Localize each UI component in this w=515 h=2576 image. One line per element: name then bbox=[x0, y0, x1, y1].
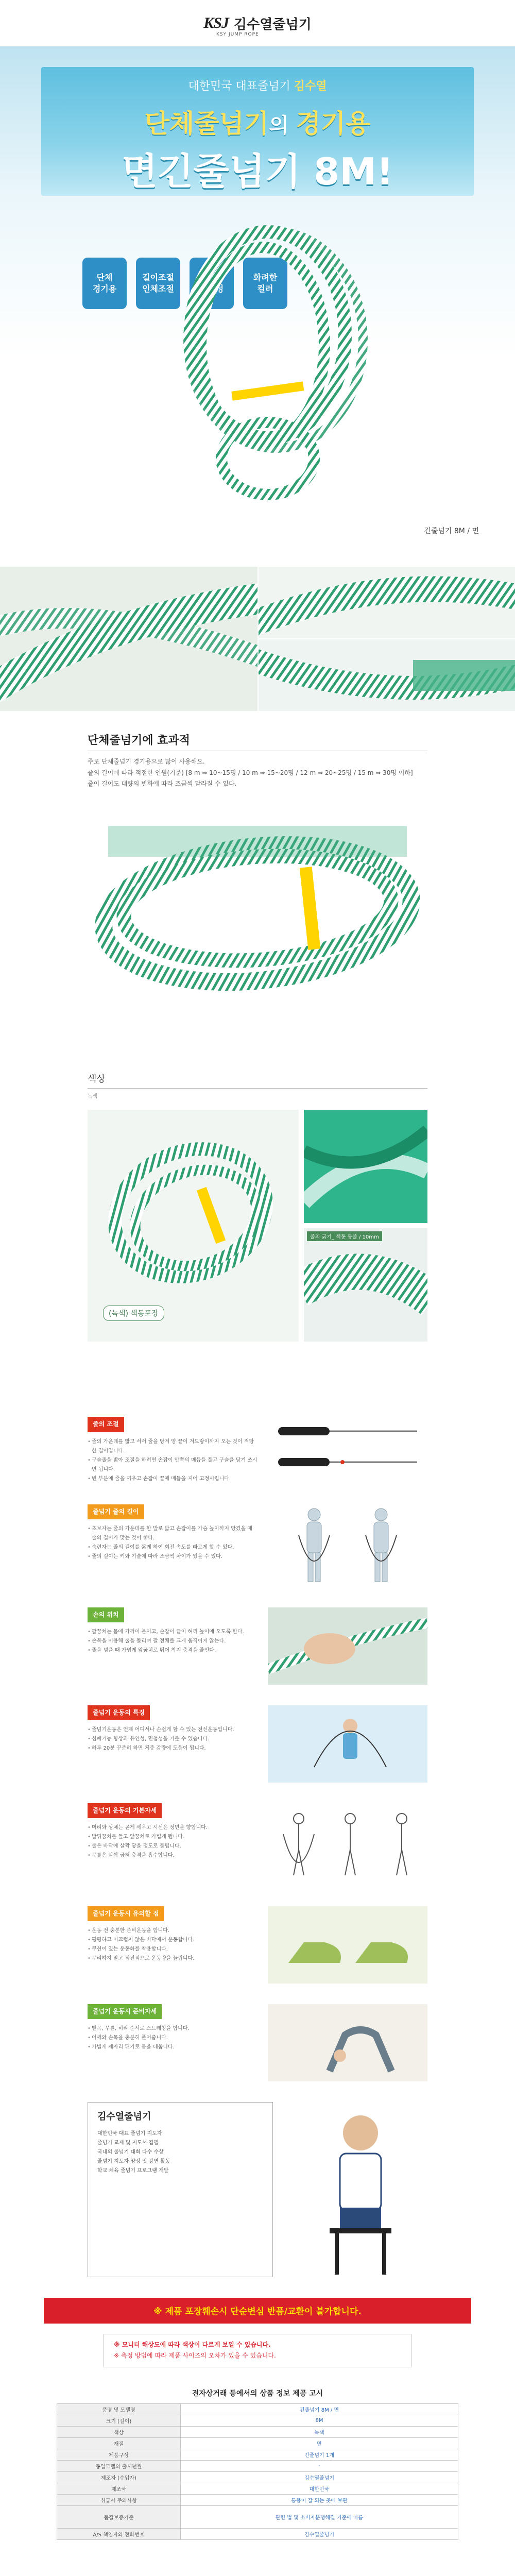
spec-value: 녹색 bbox=[181, 2426, 458, 2437]
spec-table bbox=[57, 2403, 458, 2540]
brand-logo-mark: KSJ bbox=[203, 14, 229, 31]
rope-closeup-image bbox=[0, 567, 258, 711]
jumping-woman-image bbox=[268, 1705, 427, 1783]
hero-subtitle-name: 김수열 bbox=[294, 80, 327, 93]
hero-caption: 긴줄넘기 8M / 면 bbox=[424, 527, 479, 535]
color-title: 색상 bbox=[88, 1072, 427, 1089]
rope-coil-bundle-svg bbox=[88, 805, 427, 1022]
info-block-basic-posture bbox=[88, 1803, 427, 1886]
table-row bbox=[57, 2415, 458, 2426]
table-row bbox=[57, 2505, 458, 2528]
rope-coil-bundle-image bbox=[88, 805, 427, 1022]
badge-durability: 튼튼한 내구성 bbox=[190, 258, 234, 309]
color-side-images bbox=[304, 1110, 427, 1342]
profile-text bbox=[88, 2102, 273, 2277]
info-block-warmup bbox=[88, 2004, 427, 2081]
effect-body-line-1: 주로 단체줄넘기 경기용으로 많이 사용해요. bbox=[88, 758, 205, 765]
spec-value: 면 bbox=[181, 2437, 458, 2449]
table-row bbox=[57, 2483, 458, 2494]
sneakers-svg bbox=[268, 1906, 427, 1984]
instructor-profile bbox=[0, 2102, 515, 2277]
info-item: • 운동 전 충분한 준비운동을 합니다. bbox=[88, 1926, 258, 1936]
hero-headline-2 bbox=[0, 103, 515, 140]
info-block-hand-position bbox=[88, 1607, 427, 1685]
hero-subtitle bbox=[0, 77, 515, 93]
effect-body-line-3: 줄이 길어도 대량의 변화에 따라 조금씩 달라질 수 있다. bbox=[88, 780, 237, 788]
info-item: • 무리하지 말고 점진적으로 운동량을 늘립니다. bbox=[88, 1954, 258, 1963]
info-block-text bbox=[88, 1504, 258, 1587]
spec-key: 색상 bbox=[57, 2426, 181, 2437]
spec-key: 제조자 (수입자) bbox=[57, 2471, 181, 2483]
table-row bbox=[57, 2471, 458, 2483]
return-policy-banner: ※ 제품 포장훼손시 단순변심 반품/교환이 불가합니다. bbox=[44, 2298, 471, 2324]
brand-logo-sub: KSY JUMP ROPE bbox=[216, 32, 259, 37]
spec-value: 대한민국 bbox=[181, 2483, 458, 2494]
info-item: • 구슬줄을 밟아 조절을 하려면 손잡이 안쪽의 매듭을 풀고 구슬을 당겨 쓰시면 됩니다. bbox=[88, 1456, 258, 1475]
info-item: • 줄의 길이는 키와 기술에 따라 조금씩 차이가 있을 수 있다. bbox=[88, 1552, 258, 1562]
spec-key: 제조국 bbox=[57, 2483, 181, 2494]
spec-value: 8M bbox=[181, 2415, 458, 2426]
rope-detail-images bbox=[258, 567, 515, 711]
table-row bbox=[57, 2494, 458, 2505]
profile-item: 대한민국 대표 줄넘기 지도자 bbox=[97, 2130, 162, 2137]
info-block-head: 손의 위치 bbox=[88, 1607, 124, 1623]
info-item: • 쿠션이 있는 운동화를 착용합니다. bbox=[88, 1945, 258, 1954]
table-row bbox=[57, 2449, 458, 2460]
spec-key: A/S 책임자와 전화번호 bbox=[57, 2528, 181, 2539]
info-block-text bbox=[88, 2004, 258, 2081]
info-item: • 줄을 넘을 때 가볍게 앞꿈치로 뛰어 착지 충격을 줄인다. bbox=[88, 1646, 258, 1655]
info-block-head: 줄넘기 운동의 특징 bbox=[88, 1705, 150, 1721]
info-block-text bbox=[88, 1417, 258, 1484]
notice-warning-2: ※ 측정 방법에 따라 제품 사이즈의 오차가 있을 수 있습니다. bbox=[114, 2352, 276, 2360]
spec-key: 제품구성 bbox=[57, 2449, 181, 2460]
info-item: • 줄의 가운데를 밟고 서서 줄을 당겨 양 끝이 겨드랑이까지 오는 것이 적당한 길이입니다. bbox=[88, 1437, 258, 1456]
color-gallery bbox=[88, 1110, 427, 1342]
info-item: • 가볍게 제자리 뛰기로 몸을 데웁니다. bbox=[88, 2043, 258, 2052]
info-item: • 줄은 바닥에 살짝 닿을 정도로 돌립니다. bbox=[88, 1842, 258, 1851]
hero-line2-c: 경기용 bbox=[296, 109, 371, 139]
table-row bbox=[57, 2403, 458, 2415]
color-side-bottom-svg bbox=[304, 1228, 427, 1342]
info-item: • 줄넘기운동은 언제 어디서나 손쉽게 할 수 있는 전신운동입니다. bbox=[88, 1725, 258, 1735]
hero-line2-a: 단체줄넘기 bbox=[144, 109, 269, 139]
notice-warnings bbox=[103, 2334, 412, 2367]
info-item: • 숙련자는 줄의 길이를 짧게 하여 회전 속도를 빠르게 할 수 있다. bbox=[88, 1543, 258, 1552]
info-block-length-adjust bbox=[88, 1417, 427, 1484]
spec-value: 통풍이 잘 되는 곳에 보관 bbox=[181, 2494, 458, 2505]
info-block-text bbox=[88, 1906, 258, 1984]
spec-key: 품명 및 모델명 bbox=[57, 2403, 181, 2415]
table-row bbox=[57, 2437, 458, 2449]
spec-title: 전자상거래 등에서의 상품 정보 제공 고시 bbox=[192, 2389, 323, 2398]
color-subtitle: 녹색 bbox=[88, 1094, 98, 1099]
table-row bbox=[57, 2426, 458, 2437]
badge-color: 화려한 컬러 bbox=[243, 258, 287, 309]
rope-detail-bottom-svg bbox=[259, 639, 515, 711]
handle-diagram-svg bbox=[268, 1417, 427, 1479]
info-block-head: 줄의 조절 bbox=[88, 1417, 124, 1432]
spec-key: 동일모델의 출시년월 bbox=[57, 2460, 181, 2471]
color-side-top bbox=[304, 1110, 427, 1223]
hero-section bbox=[0, 46, 515, 562]
info-item: • 어깨와 손목을 충분히 풀어줍니다. bbox=[88, 2033, 258, 2043]
color-side-label: 줄의 굵기_ 색동 통줄 / 10mm bbox=[307, 1231, 382, 1241]
instructor-photo-svg bbox=[294, 2102, 427, 2277]
table-row bbox=[57, 2460, 458, 2471]
hero-line2-b: 의 bbox=[269, 114, 296, 138]
spec-value: 김수열줄넘기 bbox=[181, 2528, 458, 2539]
badge-group-use: 단체 경기용 bbox=[82, 258, 127, 309]
sneakers-image bbox=[268, 1906, 427, 1984]
profile-item: 줄넘기 지도자 양성 및 강연 활동 bbox=[97, 2158, 170, 2164]
length-posture-figure bbox=[268, 1504, 427, 1587]
badge-length-adjust: 길이조절 인체조절 bbox=[136, 258, 180, 309]
hero-headline-3: 면긴줄넘기 8M! bbox=[122, 150, 393, 193]
product-info-table-section bbox=[57, 2388, 458, 2540]
info-item: • 팔꿈치는 몸에 가까이 붙이고, 손잡이 끝이 허리 높이에 오도록 한다. bbox=[88, 1628, 258, 1637]
brand-header bbox=[0, 0, 515, 46]
spec-value: 김수열줄넘기 bbox=[181, 2471, 458, 2483]
info-item: • 평평하고 미끄럽지 않은 바닥에서 운동합니다. bbox=[88, 1936, 258, 1945]
color-side-bottom bbox=[304, 1228, 427, 1342]
jumping-woman-svg bbox=[268, 1705, 427, 1783]
info-block-features bbox=[88, 1705, 427, 1783]
info-item: • 하루 20분 꾸준히 하면 체중 감량에 도움이 됩니다. bbox=[88, 1744, 258, 1753]
info-item: • 손목을 이용해 줄을 돌리며 팔 전체를 크게 움직이지 않는다. bbox=[88, 1637, 258, 1646]
info-block-text bbox=[88, 1705, 258, 1783]
posture-sketch-svg bbox=[268, 1803, 427, 1886]
color-side-top-svg bbox=[304, 1110, 427, 1223]
detail-gallery bbox=[0, 567, 515, 711]
hand-grip-svg bbox=[268, 1607, 427, 1685]
info-item: • 머리와 상체는 곧게 세우고 시선은 정면을 향합니다. bbox=[88, 1823, 258, 1833]
info-item: • 발목, 무릎, 허리 순서로 스트레칭을 합니다. bbox=[88, 2024, 258, 2033]
spec-key: 품질보증기준 bbox=[57, 2505, 181, 2528]
length-posture-svg bbox=[268, 1504, 427, 1587]
rope-closeup-svg bbox=[0, 567, 258, 711]
info-item: • 빈 부분에 줄을 끼우고 손잡이 끝에 매듭을 지어 고정시킵니다. bbox=[88, 1475, 258, 1484]
rope-detail-top-svg bbox=[259, 567, 515, 638]
spec-key: 크기 (길이) bbox=[57, 2415, 181, 2426]
info-block-cautions bbox=[88, 1906, 427, 1984]
color-section bbox=[0, 1072, 515, 1360]
profile-heading: 김수열줄넘기 bbox=[97, 2111, 151, 2122]
rope-detail-top bbox=[258, 567, 515, 639]
profile-item: 국내외 줄넘기 대회 다수 수상 bbox=[97, 2149, 164, 2155]
info-section bbox=[0, 1417, 515, 2081]
info-item: • 초보자는 줄의 가운데를 한 발로 밟고 손잡이를 가슴 높이까지 당겼을 때 줄의 길이가 맞는 것이 좋다. bbox=[88, 1524, 258, 1543]
info-item: • 무릎은 살짝 굽혀 충격을 흡수합니다. bbox=[88, 1851, 258, 1860]
info-block-head: 줄넘기 운동시 준비자세 bbox=[88, 2004, 162, 2020]
hand-grip-image bbox=[268, 1607, 427, 1685]
color-main-image bbox=[88, 1110, 299, 1342]
info-block-text bbox=[88, 1607, 258, 1685]
info-block-head: 줄넘기 운동시 유의할 점 bbox=[88, 1906, 164, 1922]
info-item: • 발뒤꿈치를 들고 앞꿈치로 가볍게 뜁니다. bbox=[88, 1833, 258, 1842]
spec-value: 관련 법 및 소비자분쟁해결 기준에 따름 bbox=[181, 2505, 458, 2528]
handle-diagram bbox=[268, 1417, 427, 1479]
notice-warning-1: ※ 모니터 해상도에 따라 색상이 다르게 보일 수 있습니다. bbox=[114, 2341, 271, 2348]
spec-value: - bbox=[181, 2460, 458, 2471]
table-row bbox=[57, 2528, 458, 2539]
posture-sketch-image bbox=[268, 1803, 427, 1886]
effect-body-line-2: 줄의 길이에 따라 적절한 인원(기준) [8 m ⇒ 10~15명 / 10 m ⇒ 15~20명 / 12 m ⇒ 20~25명 / 15 m ⇒ 30명 이하] bbox=[88, 769, 413, 776]
spec-key: 재질 bbox=[57, 2437, 181, 2449]
spec-value: 긴줄넘기 8M / 면 bbox=[181, 2403, 458, 2415]
effect-title: 단체줄넘기에 효과적 bbox=[88, 732, 427, 751]
info-item: • 심폐기능 향상과 유연성, 민첩성을 기를 수 있습니다. bbox=[88, 1735, 258, 1744]
color-main-label: (녹색) 색동포장 bbox=[103, 1306, 164, 1321]
spec-value: 긴줄넘기 1개 bbox=[181, 2449, 458, 2460]
effect-section bbox=[0, 711, 515, 1072]
effect-body bbox=[88, 756, 427, 790]
rope-coil-image bbox=[134, 216, 402, 505]
info-block-rope-length bbox=[88, 1504, 427, 1587]
profile-item: 학교 체육 줄넘기 프로그램 개발 bbox=[97, 2167, 169, 2174]
profile-item: 줄넘기 교재 및 지도서 집필 bbox=[97, 2140, 159, 2146]
stretching-woman-svg bbox=[268, 2004, 427, 2081]
hero-subtitle-prefix: 대한민국 대표줄넘기 bbox=[188, 80, 294, 93]
rope-detail-bottom bbox=[258, 639, 515, 711]
info-block-text bbox=[88, 1803, 258, 1886]
instructor-photo bbox=[294, 2102, 427, 2277]
info-block-head: 줄넘기 줄의 길이 bbox=[88, 1504, 144, 1520]
info-block-head: 줄넘기 운동의 기본자세 bbox=[88, 1803, 162, 1819]
stretching-woman-image bbox=[268, 2004, 427, 2081]
brand-logo-text: 김수열줄넘기 bbox=[234, 16, 312, 32]
spec-key: 취급시 주의사항 bbox=[57, 2494, 181, 2505]
